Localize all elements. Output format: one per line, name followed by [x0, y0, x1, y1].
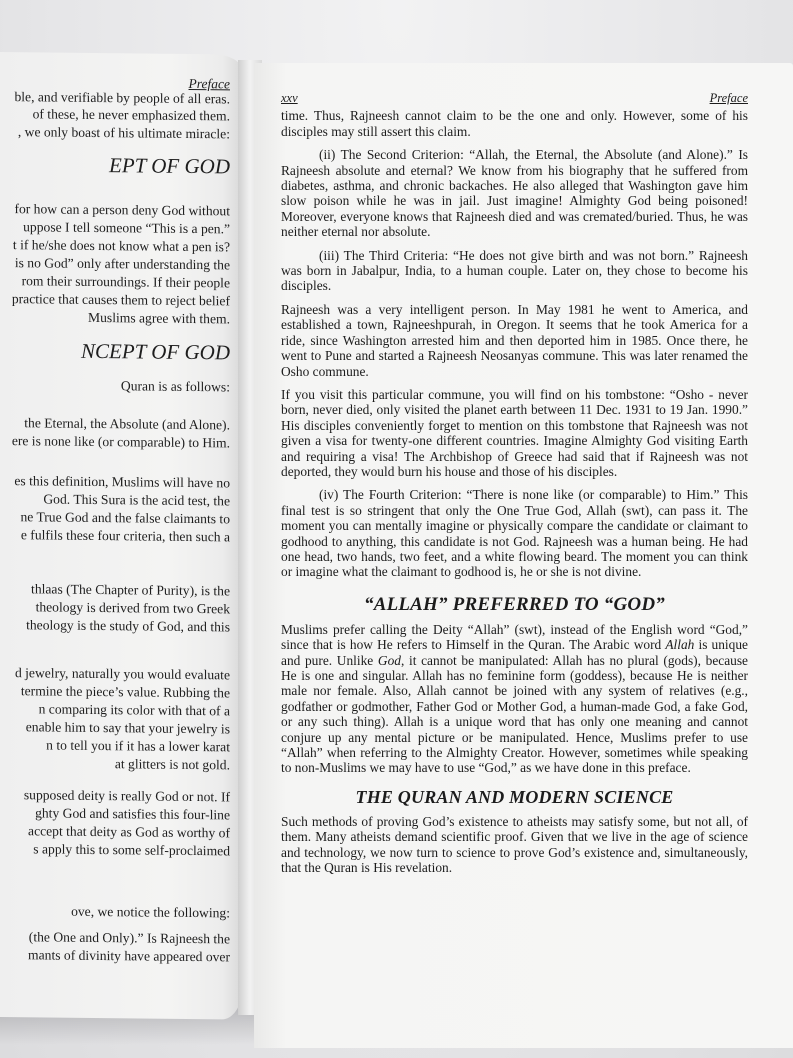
left-text-line: ghty God and satisfies this four-line	[35, 805, 230, 823]
left-text-line: of these, he never emphasized them.	[32, 106, 230, 124]
right-page	[254, 63, 793, 1048]
paragraph-allah-preferred	[281, 622, 748, 776]
paragraph-tombstone: If you visit this particular commune, you will find on his tombstone: “Osho - never born, never died, only visited the planet earth between 11 Dec. 1931 to 19 Jan. 1990.” His disciples conveniently forget to mention on this tombstone that Rajneesh was not given a visa for twenty-one different countries. Imagine Almighty God visiting Earth and requiring a visa! The Archbishop of Greece had said that if Rajneesh was not deported, they would burn his house and those of his disciples.	[281, 386, 748, 479]
italic-term-allah: Allah	[665, 637, 695, 653]
left-text-line: the Eternal, the Absolute (and Alone).	[24, 415, 230, 433]
left-text-line: supposed deity is really God or not. If	[23, 787, 230, 805]
left-text-line: accept that deity as God as worthy of	[28, 823, 230, 841]
page-number: xxv	[281, 91, 298, 105]
left-text-line: ne True God and the false claimants to	[20, 509, 230, 527]
left-text-line: enable him to say that your jewelry is	[25, 719, 230, 737]
left-text-line: is no God” only after understanding the	[14, 255, 230, 273]
left-text-line: termine the piece’s value. Rubbing the	[20, 683, 230, 701]
left-page	[0, 52, 242, 1020]
paragraph-second-criterion: (ii) The Second Criterion: “Allah, the Eternal, the Absolute (and Alone).” Is Rajneesh absolute and eternal? We know from his biography that he suffered from diabetes, asthma, and chronic backaches. He also alleged that Washington gave him slow poison while he was in jail. Just imagine! Almighty God being poisoned! Moreover, everyone knows that Rajneesh died and was cremated/buried. Thus, he was neither eternal nor absolute.	[281, 147, 748, 240]
left-text-line: at glitters is not gold.	[114, 756, 230, 773]
section-heading-quran-science: THE QURAN AND MODERN SCIENCE	[355, 786, 674, 807]
left-text-line: Muslims agree with them.	[88, 309, 230, 327]
left-text-line: mants of divinity have appeared over	[28, 947, 230, 965]
left-text-line: thlaas (The Chapter of Purity), is the	[31, 581, 230, 599]
left-text-line: theology is the study of God, and this	[26, 617, 230, 635]
left-text-line: e fulfils these four criteria, then such a	[20, 527, 230, 545]
left-text-line: for how can a person deny God without	[14, 201, 230, 219]
left-text-line: (the One and Only).” Is Rajneesh the	[28, 929, 230, 947]
left-text-line: uppose I tell someone “This is a pen.”	[23, 219, 230, 237]
left-text-line: practice that causes them to reject belief	[11, 291, 230, 309]
paragraph-continuation: time. Thus, Rajneesh cannot claim to be the one and only. However, some of his disciples may still assert this claim.	[281, 108, 748, 139]
left-text-line: n comparing its color with that of a	[38, 701, 230, 719]
paragraph-quran-science: Such methods of proving God’s existence to atheists may satisfy some, but not all, of them. Many atheists demand scientific proof. Given that we live in the age of science and technology, we now turn to science to prove God’s existence and, simultaneously, that the Quran is His revelation.	[281, 813, 748, 876]
italic-term-god: God	[377, 652, 401, 668]
left-text-line: theology is derived from two Greek	[35, 599, 230, 617]
left-text-line: ove, we notice the following:	[71, 903, 230, 921]
left-text-line: n to tell you if it has a lower karat	[46, 737, 230, 755]
left-text-line: s apply this to some self-proclaimed	[33, 841, 230, 859]
left-text-line: God. This Sura is the acid test, the	[43, 491, 230, 509]
running-head	[281, 91, 748, 106]
left-text-line: ble, and verifiable by people of all eras.	[14, 89, 230, 107]
paragraph-rajneesh-america: Rajneesh was a very intelligent person. In May 1981 he went to America, and established a town, Rajneeshpurah, in Oregon. It seems that he took America for a ride, since Washington arrested him and then deported him in 1985. Once there, he went to Pune and started a Rajneesh Neosanyas commune. This was later renamed the Osho commune.	[281, 301, 748, 379]
left-text-line: Quran is as follows:	[120, 378, 230, 395]
text-run: , it cannot be manipulated: Allah has no plural (gods), because He is one and singular. Allah has no feminine form (goddess), because He is neither male nor female. Also, Allah cannot be joined with any system of relatives (e.g., godfather or godmother, Father God or Mother God, a human-made God, a fake God, or any such thing). Allah is a unique word that has only one meaning and cannot conjure up any mental picture or be manipulated. Hence, Muslims prefer to use “Allah” when referring to the Almighty Creator. However, sometimes while speaking to non-Muslims we may have to use “God,” as we have done in this preface.	[281, 652, 748, 776]
paragraph-fourth-criterion: (iv) The Fourth Criterion: “There is none like (or comparable) to Him.” This final test is so stringent that only the One True God, Allah (swt), can pass it. The moment you can mentally imagine or physically compare the candidate or claimant to godhood to anything, this candidate is not God. Rajneesh was a human being. He had one head, two hands, two feet, and a white flowing beard. The moment you can think or imagine what the claimant to godhood is, he or she is not divine.	[281, 487, 748, 580]
left-section-heading: EPT OF GOD	[109, 153, 230, 179]
section-heading-allah-preferred: “ALLAH” PREFERRED TO “GOD”	[364, 593, 665, 615]
left-text-line: es this definition, Muslims will have no	[14, 473, 230, 491]
running-head-title: Preface	[709, 91, 748, 105]
left-section-heading: NCEPT OF GOD	[81, 338, 230, 365]
left-text-line: , we only boast of his ultimate miracle:	[17, 124, 230, 142]
right-page-content	[281, 91, 748, 883]
paragraph-third-criterion: (iii) The Third Criteria: “He does not give birth and was not born.” Rajneesh was born in Jabalpur, India, to a human couple. Later on, they chose to become his disciples.	[281, 247, 748, 294]
left-text-line: ere is none like (or comparable) to Him.	[11, 433, 230, 451]
text-run: is unique and pure. Unlike	[281, 637, 748, 668]
left-text-line: d jewelry, naturally you would evaluate	[14, 665, 230, 683]
left-running-head: Preface	[188, 75, 230, 92]
left-text-line: t if he/she does not know what a pen is?	[12, 237, 230, 255]
left-text-line: rom their surroundings. If their people	[21, 273, 230, 291]
text-run: Muslims prefer calling the Deity “Allah” (swt), instead of the English word “God,” since that is how He refers to Himself in the Quran. The Arabic word	[281, 621, 748, 653]
